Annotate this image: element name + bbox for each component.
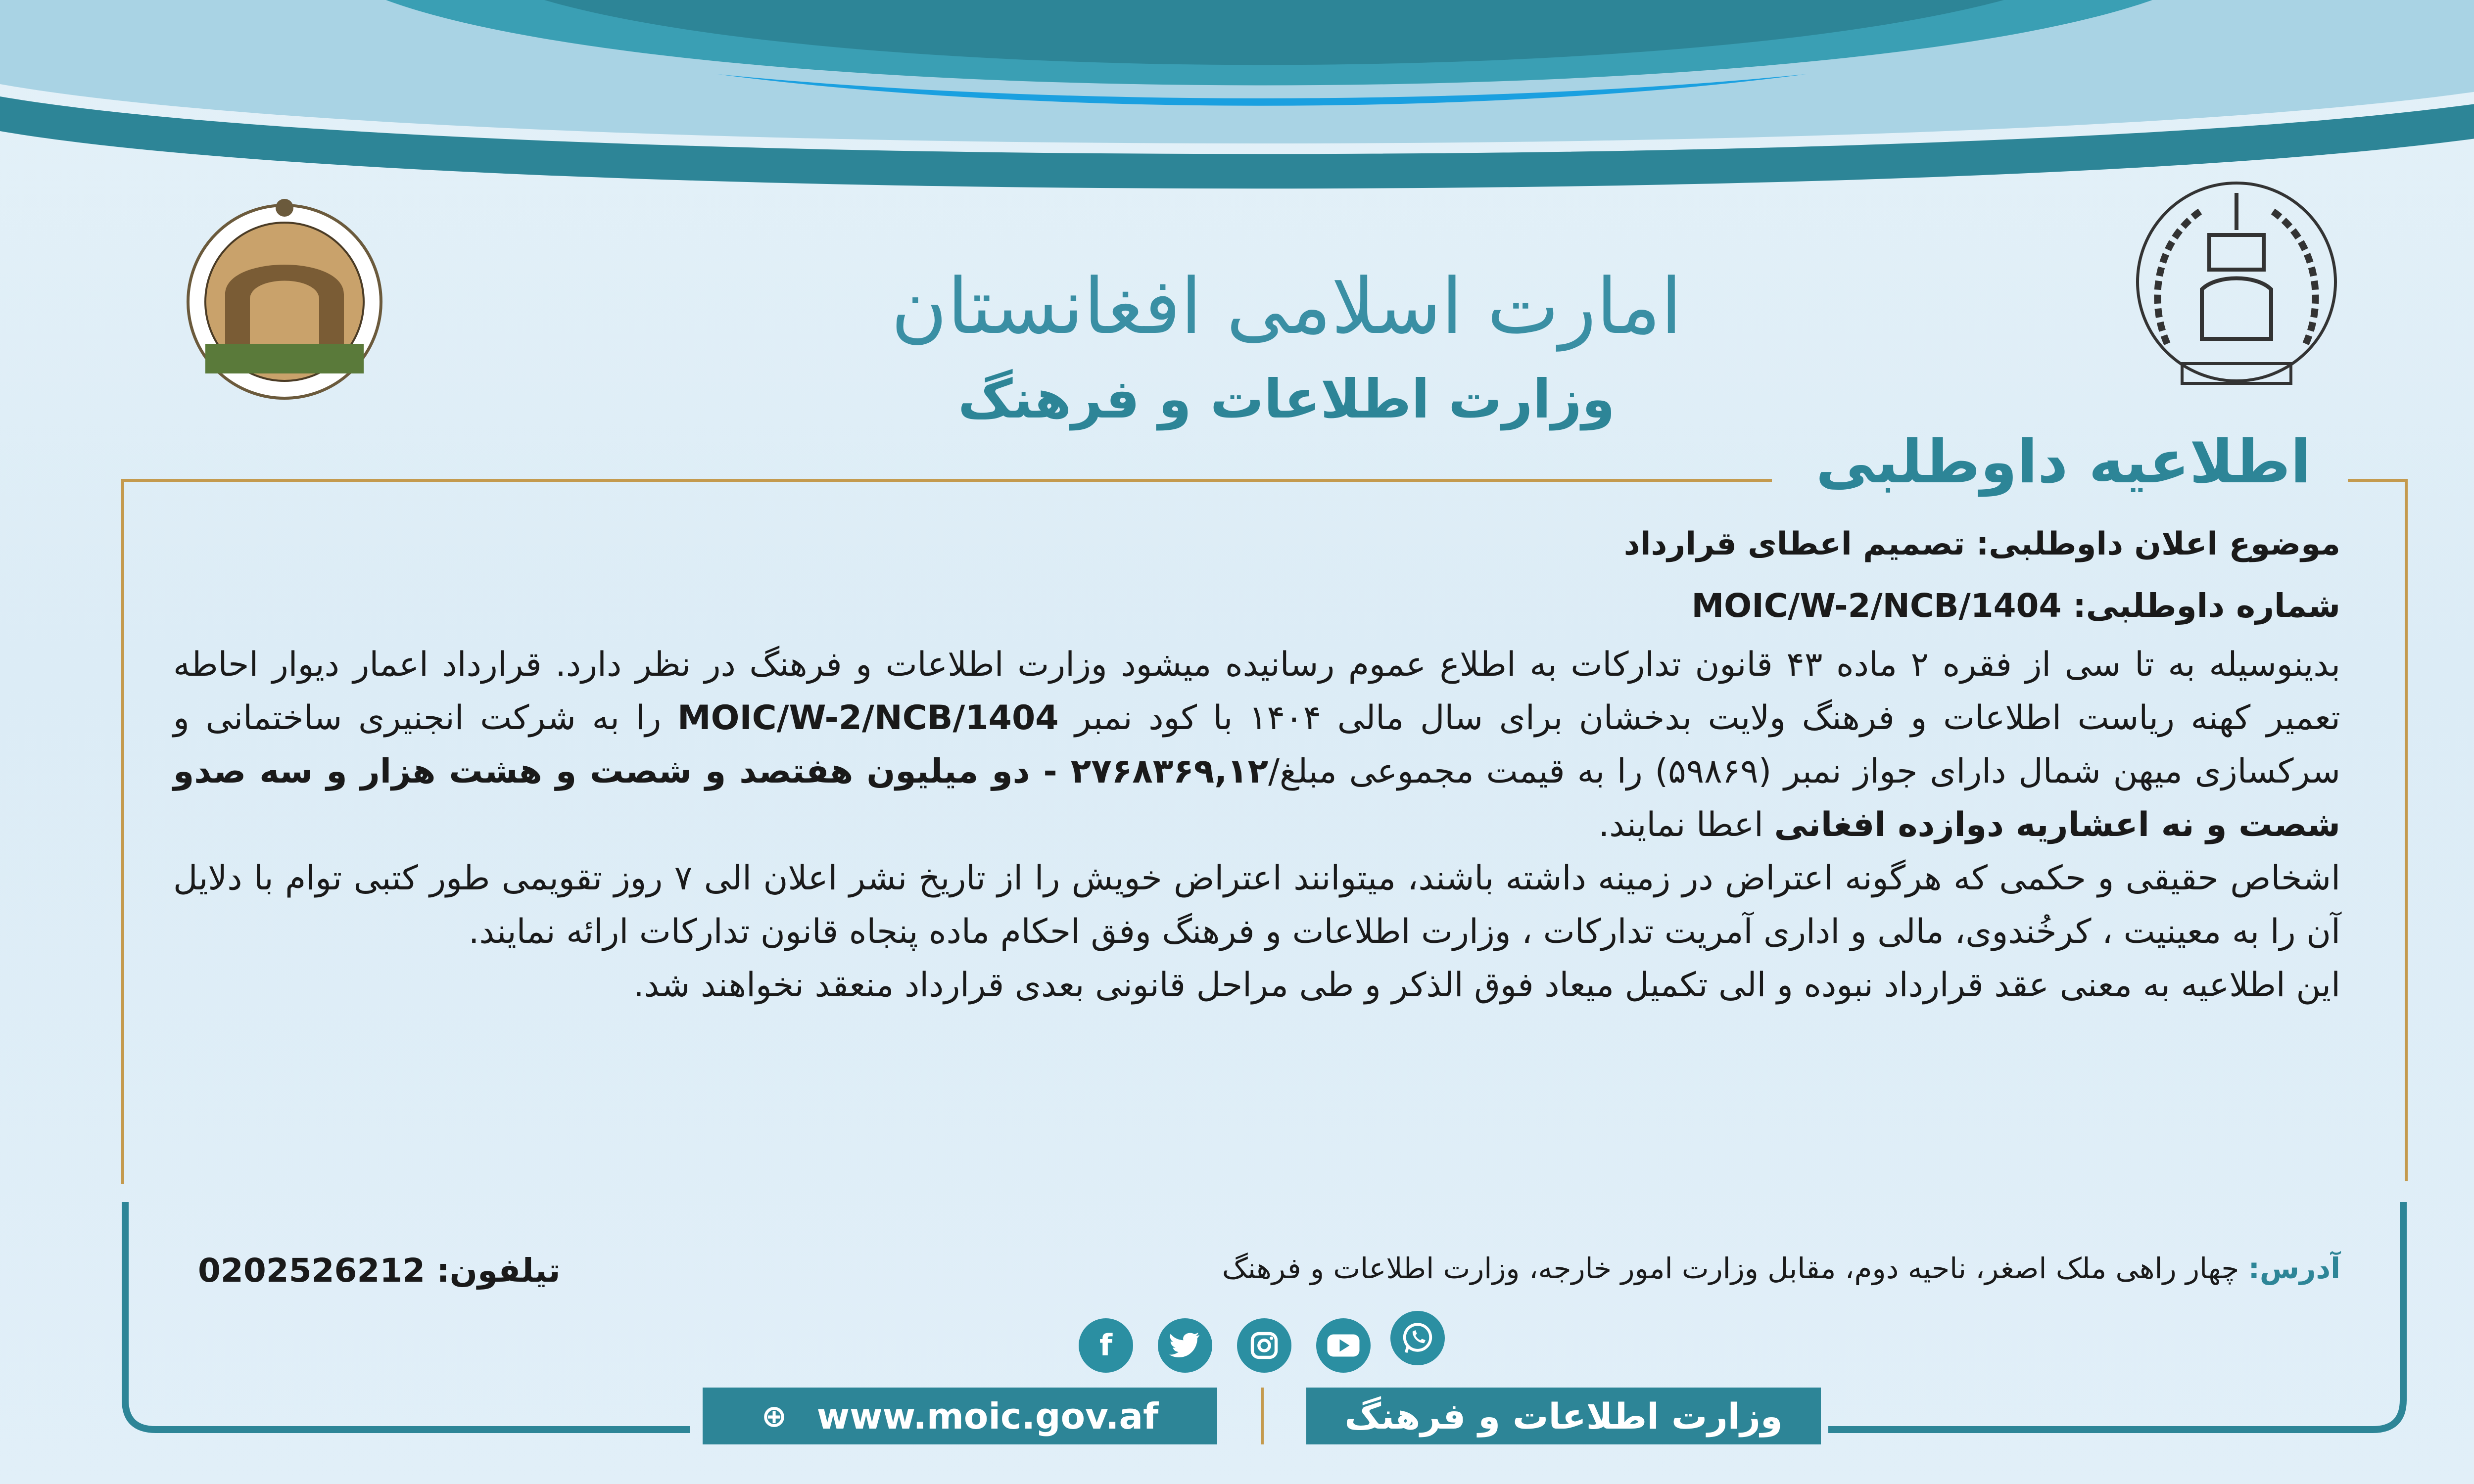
notice-number-value: MOIC/W-2/NCB/1404: [1691, 587, 2062, 625]
facebook-icon[interactable]: f: [1079, 1318, 1133, 1373]
paragraph-3: این اطلاعیه به معنی عقد قرارداد نبوده و الی تکمیل میعاد فوق الذکر و طی مراحل قانونی بعدی قرارداد منعقد نخواهند شد.: [633, 966, 2340, 1005]
emirate-emblem-icon: [2128, 176, 2345, 403]
paragraph-1-code: MOIC/W-2/NCB/1404: [677, 698, 1059, 738]
notice-subject: موضوع اعلان داوطلبی: تصمیم اعطای قرارداد: [1623, 526, 2340, 562]
notice-frame-top-right: [2348, 479, 2407, 482]
footer-phone: [198, 1252, 561, 1290]
footer-divider: [1261, 1388, 1264, 1444]
ministry-name: وزارت اطلاعات و فرهنگ: [957, 369, 1615, 430]
address-label: آدرس:: [2248, 1252, 2340, 1285]
paragraph-1-part-c: اعطا نمایند.: [1598, 805, 1763, 844]
address-value: چهار راهی ملک اصغر، ناحیه دوم، مقابل وزارت امور خارجه، وزارت اطلاعات و فرهنگ: [1222, 1252, 2239, 1285]
emirate-title: امارت اسلامی افغانستان: [891, 262, 1682, 351]
phone-label: تیلفون:: [436, 1252, 561, 1290]
notice-number-label: شماره داوطلبی:: [2073, 587, 2340, 625]
paragraph-1-part-a: بدینوسیله به تا سی از فقره ۲ ماده ۴۳ قانون تدارکات به اطلاع عموم رسانیده میشود وزارت اطلاعات و فرهنگ در نظر دارد. قرارداد اعمار دیوار احاطه تعمیر کهنه ریاست اطلاعات و فرهنگ ولایت بدخشان برای سال مالی ۱۴۰۴ با کود نمبر: [173, 645, 2341, 738]
ministry-bar: وزارت اطلاعات و فرهنگ: [1306, 1388, 1821, 1444]
website-link[interactable]: www.moic.gov.af: [816, 1395, 1159, 1437]
phone-value: 0202526212: [198, 1252, 426, 1290]
notice-frame-right: [2405, 479, 2408, 1181]
twitter-icon[interactable]: [1158, 1318, 1212, 1373]
paragraph-1-amount: ۲۷۶۸۳۶۹,۱۲ - دو میلیون هفتصد و شصت و هشت هزار و سه صدو شصت و نه اعشاریه دوازده افغانی: [173, 752, 2340, 844]
paragraph-1: [173, 638, 2340, 852]
footer-address: [1004, 1252, 2340, 1285]
instagram-icon[interactable]: [1237, 1318, 1291, 1373]
notice-number: [173, 574, 2340, 638]
paragraph-1-part-b: را به شرکت انجنیری ساختمانی و سرکسازی میهن شمال دارای جواز نمبر (۵۹۸۶۹) را به قیمت مجموعی مبلغ/: [173, 698, 2340, 791]
archive-seal-icon: [171, 195, 398, 403]
globe-icon: ⊕: [761, 1398, 787, 1434]
paragraph-2: اشخاص حقیقی و حکمی که هرگونه اعتراض در زمینه داشته باشند، میتوانند اعتراض خویش را از تاریخ نشر اعلان الی ۷ روز تقویمی طور کتبی توام با دلایل آن را به معینیت ، کرخُندوی، مالی و اداری آمریت تدارکات ، وزارت اطلاعات و فرهنگ وفق احکام ماده پنجاه قانون تدارکات ارائه نمایند.: [173, 859, 2341, 951]
notice-body: [173, 514, 2340, 1012]
website-bar[interactable]: [703, 1388, 1217, 1444]
notice-title: اطلاعیه داوطلبی: [1815, 428, 2311, 497]
whatsapp-icon[interactable]: [1390, 1311, 1445, 1365]
youtube-icon[interactable]: [1316, 1318, 1371, 1373]
header-wave-decoration: [0, 0, 2474, 208]
